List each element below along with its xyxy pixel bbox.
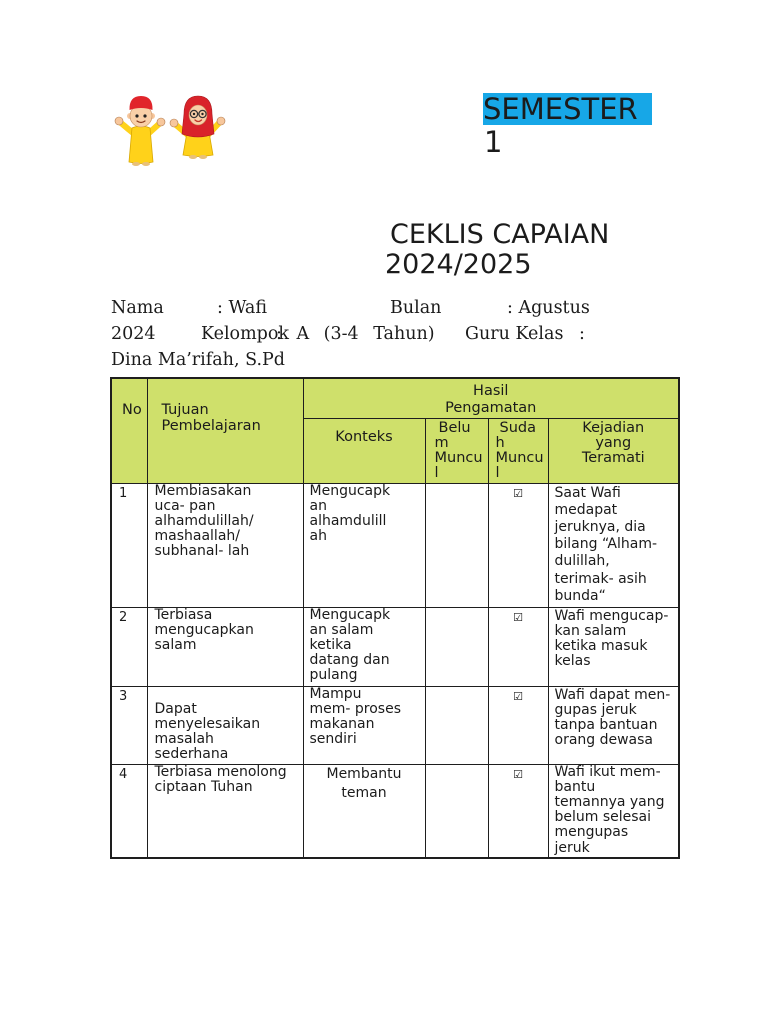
cell-tujuan: Dapat menyelesaikan masalah sederhana [147, 686, 303, 764]
cell-tujuan: Terbiasa mengucapkan salam [147, 607, 303, 686]
cell-sudah-muncul-check: ☑ [488, 764, 548, 858]
bulan-value: : Agustus [507, 298, 590, 318]
cell-tujuan: Membiasakan uca- pan alhamdulillah/ mashaallah/ subhanal- lah [147, 483, 303, 607]
cell-kejadian: Wafi dapat men- gupas jeruk tanpa bantuan orang dewasa [548, 686, 679, 764]
children-clipart [110, 92, 230, 168]
header-no: No [111, 378, 147, 483]
cell-no: 4 [111, 764, 147, 858]
bulan-label: Bulan [390, 298, 442, 318]
cell-kejadian: Wafi mengucap- kan salam ketika masuk kelas [548, 607, 679, 686]
cell-sudah-muncul-check: ☑ [488, 607, 548, 686]
guru-value: Dina Ma’rifah, S.Pd [111, 350, 285, 370]
cell-konteks: Mampu mem- proses makanan sendiri [303, 686, 425, 764]
cell-sudah-muncul-check: ☑ [488, 483, 548, 607]
cell-belum-muncul [425, 764, 488, 858]
guru-colon: : [579, 324, 585, 344]
guru-label: Guru Kelas [465, 324, 564, 344]
header-hasil-pengamatan: Hasil Pengamatan [303, 378, 679, 418]
header-row-1 [111, 378, 679, 418]
cell-belum-muncul [425, 483, 488, 607]
cell-kejadian: Saat Wafi medapat jeruknya, dia bilang “Alham- dulillah, terimak- asih bunda“ [548, 483, 679, 607]
header-konteks: Konteks [303, 418, 425, 483]
cell-sudah-muncul-check: ☑ [488, 686, 548, 764]
cell-belum-muncul [425, 686, 488, 764]
cell-no: 1 [111, 483, 147, 607]
page-title-year: 2024/2025 [385, 249, 532, 280]
year-value: 2024 [111, 324, 156, 344]
semester-number: 1 [484, 125, 503, 159]
cell-konteks: Mengucapk an salam ketika datang dan pulang [303, 607, 425, 686]
semester-label: SEMESTER [483, 93, 652, 125]
nama-value: : Wafi [217, 298, 268, 318]
table-row [111, 607, 679, 686]
cell-belum-muncul [425, 607, 488, 686]
cell-no: 2 [111, 607, 147, 686]
checklist-table [110, 377, 680, 859]
nama-label: Nama [111, 298, 164, 318]
table-row [111, 686, 679, 764]
cell-no: 3 [111, 686, 147, 764]
header-sudah-muncul: Suda h Muncu l [488, 418, 548, 483]
cell-konteks: Mengucapk an alhamdulill ah [303, 483, 425, 607]
table-row [111, 483, 679, 607]
page-title: CEKLIS CAPAIAN [390, 219, 610, 250]
kelompok-value: : A (3-4 Tahun) [276, 324, 435, 344]
header-belum-muncul: Belu m Muncu l [425, 418, 488, 483]
cell-konteks: Membantu teman [303, 764, 425, 858]
table-row [111, 764, 679, 858]
girl-hijab-waving-icon [170, 96, 225, 159]
header-kejadian-yang-teramati: Kejadian yang Teramati [548, 418, 679, 483]
kelompok-label: Kelompok [201, 324, 290, 344]
boy-waving-icon [115, 96, 165, 166]
cell-kejadian: Wafi ikut mem- bantu temannya yang belum selesai mengupas jeruk [548, 764, 679, 858]
header-tujuan-pembelajaran: Tujuan Pembelajaran [147, 378, 303, 483]
cell-tujuan: Terbiasa menolong ciptaan Tuhan [147, 764, 303, 858]
